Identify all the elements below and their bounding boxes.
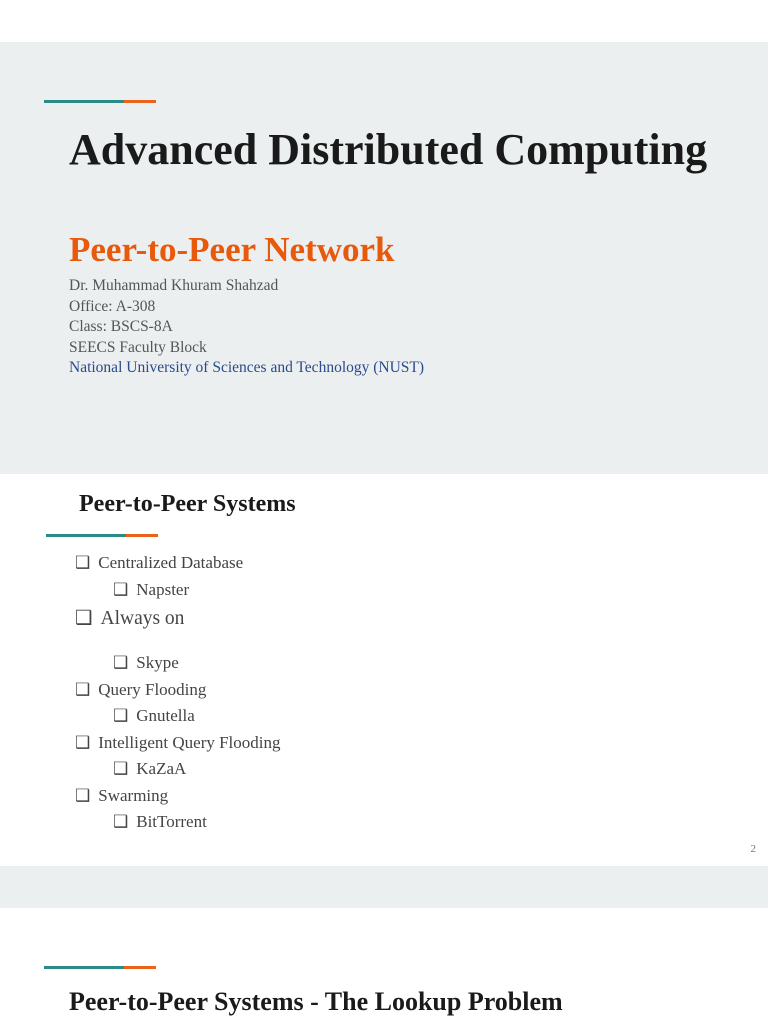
instructor-info (69, 276, 424, 379)
slide-gap (0, 866, 768, 908)
next-slide (0, 908, 768, 1024)
bullet-item (75, 679, 206, 701)
sub-bullet-item (113, 811, 207, 833)
title-slide (0, 42, 768, 474)
bullet-text: Swarming (98, 786, 169, 805)
university-line: National University of Sciences and Technology (NUST) (69, 359, 425, 376)
checkbox-bullet-icon: ❑ (75, 786, 91, 805)
bullet-item (75, 785, 168, 807)
accent-bar-teal (44, 100, 124, 103)
checkbox-bullet-icon: ❑ (75, 553, 91, 572)
sub-bullet-item (113, 705, 195, 727)
checkbox-bullet-icon: ❑ (75, 608, 93, 629)
instructor-name: Dr. Muhammad Khuram Shahzad (69, 277, 279, 294)
checkbox-bullet-icon: ❑ (113, 580, 129, 599)
accent-bar (44, 100, 156, 103)
slide-title: Peer-to-Peer Systems (79, 491, 296, 517)
bullet-item (75, 607, 184, 631)
bullet-text: Skype (136, 653, 179, 672)
accent-bar-teal (46, 534, 126, 537)
bullet-text: Centralized Database (98, 553, 244, 572)
content-slide (0, 474, 768, 866)
accent-bar-orange (124, 966, 156, 969)
class-line: Class: BSCS-8A (69, 318, 173, 335)
accent-bar (44, 966, 156, 969)
sub-bullet-item (113, 652, 179, 674)
lecture-subtitle: Peer-to-Peer Network (69, 230, 395, 269)
accent-bar (46, 534, 158, 537)
bullet-item (75, 552, 243, 574)
checkbox-bullet-icon: ❑ (113, 653, 129, 672)
sub-bullet-item (113, 758, 186, 780)
slide-number: 2 (750, 843, 756, 855)
checkbox-bullet-icon: ❑ (113, 706, 129, 725)
checkbox-bullet-icon: ❑ (75, 680, 91, 699)
slide-title: Peer-to-Peer Systems - The Lookup Problem (69, 987, 563, 1016)
checkbox-bullet-icon: ❑ (75, 733, 91, 752)
bullet-text: Napster (136, 580, 190, 599)
accent-bar-teal (44, 966, 124, 969)
bullet-text: BitTorrent (136, 812, 207, 831)
bullet-text: Gnutella (136, 706, 195, 725)
accent-bar-orange (124, 100, 156, 103)
checkbox-bullet-icon: ❑ (113, 759, 129, 778)
accent-bar-orange (126, 534, 158, 537)
checkbox-bullet-icon: ❑ (113, 812, 129, 831)
bullet-text: Always on (100, 608, 185, 629)
bullet-text: Query Flooding (98, 680, 207, 699)
block-line: SEECS Faculty Block (69, 338, 207, 356)
course-title: Advanced Distributed Computing (69, 125, 708, 174)
bullet-text: Intelligent Query Flooding (98, 733, 281, 752)
sub-bullet-item (113, 579, 189, 601)
bullet-text: KaZaA (136, 759, 187, 778)
office-line: Office: A-308 (69, 297, 156, 315)
bullet-item (75, 732, 281, 754)
